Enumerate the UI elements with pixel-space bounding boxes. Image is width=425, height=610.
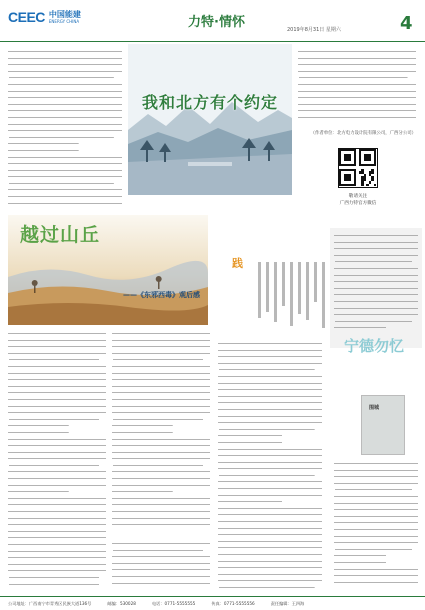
footer-postcode: 邮编：530028 xyxy=(107,600,136,606)
text-line xyxy=(112,573,210,580)
text-line xyxy=(218,551,322,558)
text-line xyxy=(8,173,122,180)
text-line xyxy=(334,473,418,480)
text-line xyxy=(112,501,210,508)
article-column-6 xyxy=(218,340,322,592)
feature-byline: （作者单位：北方电力设计院有限公司，广西分公司） xyxy=(310,131,416,136)
footer-tel: 电话：0771-5555555 xyxy=(151,600,196,606)
text-line xyxy=(112,330,210,337)
issue-date: 2019年8月31日 星期六 xyxy=(287,27,341,33)
text-line xyxy=(8,409,106,416)
text-line xyxy=(8,114,122,121)
text-line xyxy=(8,88,122,95)
text-line xyxy=(334,285,418,292)
text-line xyxy=(218,399,322,406)
text-line xyxy=(334,506,418,513)
text-line xyxy=(218,584,322,591)
page-number: 4 xyxy=(400,13,413,34)
text-line xyxy=(334,265,418,272)
text-line xyxy=(112,553,210,560)
text-line xyxy=(8,475,106,482)
text-line xyxy=(112,396,210,403)
text-line xyxy=(8,363,106,370)
text-line xyxy=(218,426,322,433)
text-line xyxy=(8,422,106,429)
text-line xyxy=(8,482,106,489)
poem-verse-line xyxy=(274,262,277,322)
text-line xyxy=(334,305,418,312)
text-line xyxy=(112,370,210,377)
text-line xyxy=(8,107,122,114)
text-line xyxy=(8,74,122,81)
text-line xyxy=(8,81,122,88)
text-line xyxy=(112,449,210,456)
text-line xyxy=(8,356,106,363)
footer xyxy=(0,596,425,610)
text-line xyxy=(112,436,210,443)
review-column xyxy=(334,460,418,590)
essay-column-2 xyxy=(112,330,210,532)
qr-code[interactable] xyxy=(338,148,378,188)
text-line xyxy=(334,552,418,559)
essay-column-2-end xyxy=(112,540,210,592)
text-line xyxy=(8,508,106,515)
text-line xyxy=(8,370,106,377)
text-line xyxy=(8,200,122,207)
masthead xyxy=(0,0,425,42)
text-line xyxy=(112,389,210,396)
text-line xyxy=(218,353,322,360)
text-line xyxy=(334,579,418,586)
text-line xyxy=(8,416,106,423)
text-line xyxy=(8,376,106,383)
text-line xyxy=(218,419,322,426)
text-line xyxy=(8,147,122,154)
text-line xyxy=(334,533,418,540)
text-line xyxy=(8,449,106,456)
text-line xyxy=(334,245,418,252)
text-line xyxy=(8,127,122,134)
logo-english: ENERGY CHINA xyxy=(48,18,80,24)
text-line xyxy=(218,558,322,565)
text-line xyxy=(218,347,322,354)
text-line xyxy=(218,340,322,347)
text-line xyxy=(8,501,106,508)
text-line xyxy=(112,515,210,522)
text-line xyxy=(334,318,418,325)
text-line xyxy=(8,186,122,193)
text-line xyxy=(8,350,106,357)
text-line xyxy=(8,68,122,75)
text-line xyxy=(334,513,418,520)
text-line xyxy=(218,459,322,466)
text-line xyxy=(112,508,210,515)
text-line xyxy=(8,429,106,436)
text-line xyxy=(334,559,418,566)
text-line xyxy=(8,403,106,410)
text-line xyxy=(8,396,106,403)
text-line xyxy=(334,239,418,246)
text-line xyxy=(334,572,418,579)
text-line xyxy=(298,55,416,62)
text-line xyxy=(112,566,210,573)
poem-headline: 践 xyxy=(232,257,243,270)
text-line xyxy=(112,337,210,344)
text-line xyxy=(218,564,322,571)
text-line xyxy=(112,475,210,482)
text-line xyxy=(218,380,322,387)
text-line xyxy=(334,291,418,298)
text-line xyxy=(8,383,106,390)
text-line xyxy=(112,560,210,567)
text-line xyxy=(112,488,210,495)
text-line xyxy=(8,462,106,469)
text-line xyxy=(8,193,122,200)
text-line xyxy=(334,272,418,279)
text-line xyxy=(8,541,106,548)
text-line xyxy=(8,167,122,174)
text-line xyxy=(298,94,416,101)
text-line xyxy=(334,486,418,493)
text-line xyxy=(218,472,322,479)
poem-verse-line xyxy=(266,262,269,312)
text-line xyxy=(8,528,106,535)
text-line xyxy=(8,534,106,541)
text-line xyxy=(112,416,210,423)
text-line xyxy=(334,500,418,507)
text-line xyxy=(218,478,322,485)
poem-verse-line xyxy=(306,262,309,320)
text-line xyxy=(8,442,106,449)
text-line xyxy=(218,386,322,393)
text-line xyxy=(334,566,418,573)
text-line xyxy=(218,413,322,420)
footer-address: 公司地址：广西南宁市青秀区民族大道136号 xyxy=(8,600,92,606)
text-line xyxy=(334,539,418,546)
text-line xyxy=(112,468,210,475)
text-line xyxy=(8,121,122,128)
feature-headline: 我和北方有个约定 xyxy=(141,93,278,112)
text-line xyxy=(112,383,210,390)
text-line xyxy=(218,544,322,551)
text-line xyxy=(8,61,122,68)
text-line xyxy=(8,548,106,555)
logo-chinese: 中国能建 xyxy=(48,9,81,19)
poem-verse-line xyxy=(258,262,261,318)
text-line xyxy=(8,343,106,350)
essay-column-1 xyxy=(8,330,106,592)
text-line xyxy=(8,180,122,187)
sidebar-column xyxy=(334,232,418,332)
text-line xyxy=(298,107,416,114)
text-line xyxy=(8,455,106,462)
text-line xyxy=(334,493,418,500)
book-cover xyxy=(361,395,405,455)
book-title: 围城 xyxy=(369,405,380,411)
text-line xyxy=(218,511,322,518)
text-line xyxy=(8,94,122,101)
text-line xyxy=(334,480,418,487)
footer-fax: 传真：0771-5555556 xyxy=(211,600,255,606)
article-column-3 xyxy=(298,48,416,126)
text-line xyxy=(112,455,210,462)
text-line xyxy=(218,393,322,400)
text-line xyxy=(8,561,106,568)
text-line xyxy=(218,525,322,532)
text-line xyxy=(112,547,210,554)
text-line xyxy=(218,465,322,472)
text-line xyxy=(334,258,418,265)
text-line xyxy=(8,554,106,561)
text-line xyxy=(218,492,322,499)
text-line xyxy=(334,526,418,533)
text-line xyxy=(112,540,210,547)
text-line xyxy=(112,580,210,587)
text-line xyxy=(8,101,122,108)
text-line xyxy=(8,330,106,337)
text-line xyxy=(218,360,322,367)
essay-headline: 越过山丘 xyxy=(20,224,101,246)
review-headline: 宁德勿忆 xyxy=(344,337,405,355)
text-line xyxy=(8,154,122,161)
qr-caption-account: 广西力特官方微信 xyxy=(339,201,377,206)
text-line xyxy=(8,581,106,588)
text-line xyxy=(334,467,418,474)
text-line xyxy=(298,88,416,95)
text-line xyxy=(218,439,322,446)
text-line xyxy=(8,495,106,502)
logo-mark: CEEC xyxy=(8,9,45,25)
hero-image xyxy=(128,44,292,195)
footer-editor: 责任编辑：王四海 xyxy=(270,600,305,606)
text-line xyxy=(218,366,322,373)
text-line xyxy=(218,432,322,439)
text-line xyxy=(112,521,210,528)
text-line xyxy=(112,376,210,383)
text-line xyxy=(334,546,418,553)
text-line xyxy=(112,356,210,363)
text-line xyxy=(8,55,122,62)
text-line xyxy=(8,389,106,396)
poem-verse-line xyxy=(298,262,301,314)
text-line xyxy=(218,485,322,492)
text-line xyxy=(8,134,122,141)
text-line xyxy=(218,518,322,525)
article-column-1 xyxy=(8,48,122,208)
text-line xyxy=(112,495,210,502)
text-line xyxy=(298,68,416,75)
text-line xyxy=(218,538,322,545)
text-line xyxy=(218,577,322,584)
text-line xyxy=(334,278,418,285)
text-line xyxy=(218,446,322,453)
text-line xyxy=(8,521,106,528)
text-line xyxy=(8,574,106,581)
section-title: 力特·情怀 xyxy=(188,15,245,30)
poem-verse-line xyxy=(322,262,325,328)
landscape-illustration xyxy=(128,44,292,195)
text-line xyxy=(8,567,106,574)
text-line xyxy=(334,252,418,259)
text-line xyxy=(218,498,322,505)
text-line xyxy=(218,571,322,578)
text-line xyxy=(218,505,322,512)
text-line xyxy=(334,311,418,318)
text-line xyxy=(112,462,210,469)
text-line xyxy=(218,406,322,413)
text-line xyxy=(8,140,122,147)
essay-subhead: ——《东邪西毒》观后感 xyxy=(123,291,200,299)
poem-verse-line xyxy=(290,262,293,326)
text-line xyxy=(112,429,210,436)
text-line xyxy=(112,409,210,416)
qr-caption: 敬请关注 xyxy=(348,194,368,199)
text-line xyxy=(112,422,210,429)
text-line xyxy=(218,452,322,459)
text-line xyxy=(8,337,106,344)
text-line xyxy=(298,101,416,108)
text-line xyxy=(112,403,210,410)
text-line xyxy=(298,61,416,68)
text-line xyxy=(8,488,106,495)
text-line xyxy=(218,373,322,380)
logo xyxy=(8,9,81,25)
text-line xyxy=(298,81,416,88)
text-line xyxy=(334,298,418,305)
text-line xyxy=(334,324,418,331)
text-line xyxy=(112,350,210,357)
text-line xyxy=(298,74,416,81)
poem-verse-line xyxy=(314,262,317,302)
text-line xyxy=(298,114,416,121)
text-line xyxy=(8,515,106,522)
text-line xyxy=(112,482,210,489)
text-line xyxy=(112,343,210,350)
text-line xyxy=(298,48,416,55)
poem-verse-line xyxy=(282,262,285,306)
text-line xyxy=(112,442,210,449)
text-line xyxy=(8,48,122,55)
text-line xyxy=(218,531,322,538)
text-line xyxy=(8,160,122,167)
text-line xyxy=(8,436,106,443)
text-line xyxy=(334,519,418,526)
text-line xyxy=(112,363,210,370)
text-line xyxy=(8,468,106,475)
text-line xyxy=(334,232,418,239)
text-line xyxy=(334,460,418,467)
